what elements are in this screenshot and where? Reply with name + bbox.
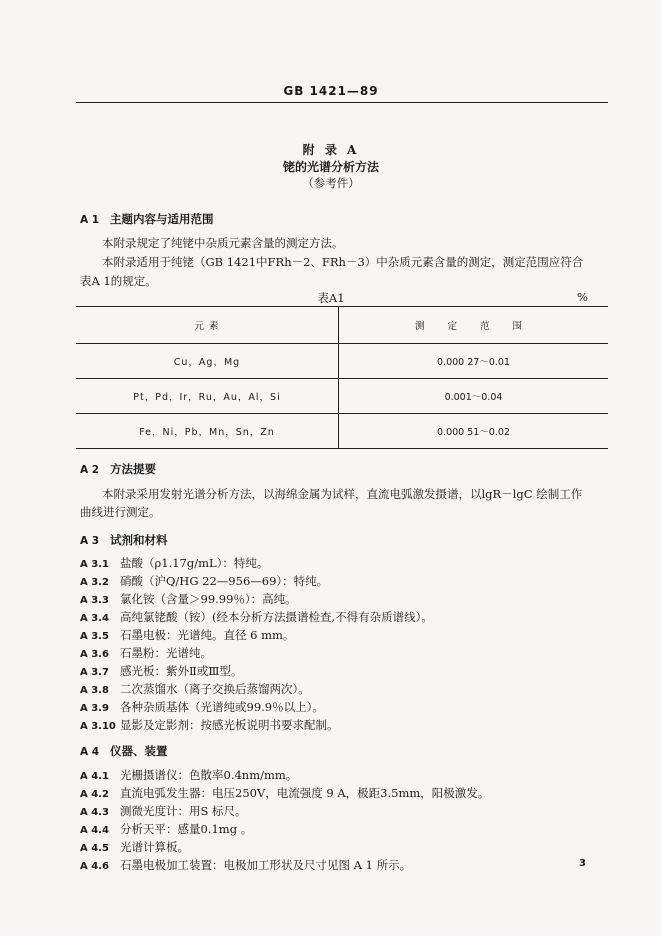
list-item: A 4.3 测微光度计：用S 标尺。 bbox=[80, 804, 247, 818]
table-row bbox=[76, 379, 608, 414]
appendix-note: （参考件） bbox=[302, 176, 360, 190]
table-header-row bbox=[76, 307, 608, 344]
table-row bbox=[76, 344, 608, 379]
section-a4-heading bbox=[80, 744, 168, 760]
section-title: 仪器、装置 bbox=[110, 744, 168, 758]
a1-paragraph-2: 本附录适用于纯铑（GB 1421中FRh－2、FRh－3）中杂质元素含量的测定，测定范围应符合 bbox=[102, 255, 584, 269]
list-item: A 3.1 盐酸（ρ1.17g/mL）：特纯。 bbox=[80, 556, 269, 570]
list-item: A 4.5 光谱计算板。 bbox=[80, 840, 189, 854]
section-title: 试剂和材料 bbox=[110, 533, 168, 547]
a1-paragraph-2-cont: 表A 1的规定。 bbox=[80, 274, 157, 288]
range-cell: 0.000 27～0.01 bbox=[339, 344, 609, 379]
element-cell: Cu，Ag，Mg bbox=[76, 344, 339, 379]
appendix-title: 铑的光谱分析方法 bbox=[282, 160, 379, 174]
range-cell: 0.001～0.04 bbox=[339, 379, 609, 414]
range-cell: 0.000 51～0.02 bbox=[339, 414, 609, 449]
a1-paragraph-1: 本附录规定了纯铑中杂质元素含量的测定方法。 bbox=[102, 236, 344, 250]
list-item: A 3.2 硝酸（沪Q/HG 22—956—69）：特纯。 bbox=[80, 574, 329, 588]
list-item: A 3.10 显影及定影剂：按感光板说明书要求配制。 bbox=[80, 718, 339, 732]
page-number: 3 bbox=[579, 858, 586, 869]
table-caption: 表A1 bbox=[317, 291, 345, 305]
section-number: A 4 bbox=[80, 746, 100, 758]
table-row bbox=[76, 414, 608, 449]
list-item: A 3.7 感光板：紫外Ⅱ或Ⅲ型。 bbox=[80, 664, 243, 678]
list-item: A 3.5 石墨电极：光谱纯。直径 6 mm。 bbox=[80, 628, 295, 642]
list-item: A 3.4 高纯氯铑酸（铵）(经本分析方法摄谱检查,不得有杂质谱线）。 bbox=[80, 610, 433, 624]
section-a1-heading bbox=[80, 212, 214, 228]
table-unit: % bbox=[577, 290, 588, 304]
list-item: A 4.4 分析天平：感量0.1mg 。 bbox=[80, 822, 253, 836]
list-item: A 3.8 二次蒸馏水（离子交换后蒸馏两次）。 bbox=[80, 682, 310, 696]
section-title: 方法提要 bbox=[110, 462, 156, 476]
list-item: A 4.2 直流电弧发生器：电压250V，电流强度 9 A，极距3.5mm，阳极激发。 bbox=[80, 786, 490, 800]
list-item: A 4.1 光栅摄谱仪：色散率0.4nm/mm。 bbox=[80, 768, 298, 782]
list-item: A 4.6 石墨电极加工装置：电极加工形状及尺寸见图 A 1 所示。 bbox=[80, 858, 412, 872]
section-a3-heading bbox=[80, 533, 168, 549]
standard-code-header: GB 1421—89 bbox=[283, 84, 379, 98]
a2-paragraph: 本附录采用发射光谱分析方法，以海绵金属为试样，直流电弧激发摄谱，以lgR－lgC 绘制工作 bbox=[102, 487, 583, 501]
section-a2-heading bbox=[80, 462, 156, 478]
element-cell: Fe，Ni，Pb，Mn，Sn，Zn bbox=[76, 414, 339, 449]
section-number: A 3 bbox=[80, 535, 100, 547]
section-number: A 1 bbox=[80, 214, 100, 226]
list-item: A 3.9 各种杂质基体（光谱纯或99.9％以上）。 bbox=[80, 700, 324, 714]
header-rule bbox=[76, 102, 608, 103]
column-header: 元 素 bbox=[76, 307, 339, 344]
list-item: A 3.6 石墨粉：光谱纯。 bbox=[80, 646, 212, 660]
list-item: A 3.3 氯化铵（含量＞99.99％）：高纯。 bbox=[80, 592, 297, 606]
appendix-label: 附 录 A bbox=[302, 143, 360, 157]
column-header: 测 定 范 围 bbox=[339, 307, 609, 344]
section-title: 主题内容与适用范围 bbox=[110, 212, 214, 226]
element-cell: Pt，Pd，Ir，Ru，Au，Al，Si bbox=[76, 379, 339, 414]
range-table bbox=[76, 306, 608, 449]
a2-paragraph-cont: 曲线进行测定。 bbox=[80, 505, 161, 519]
section-number: A 2 bbox=[80, 464, 100, 476]
